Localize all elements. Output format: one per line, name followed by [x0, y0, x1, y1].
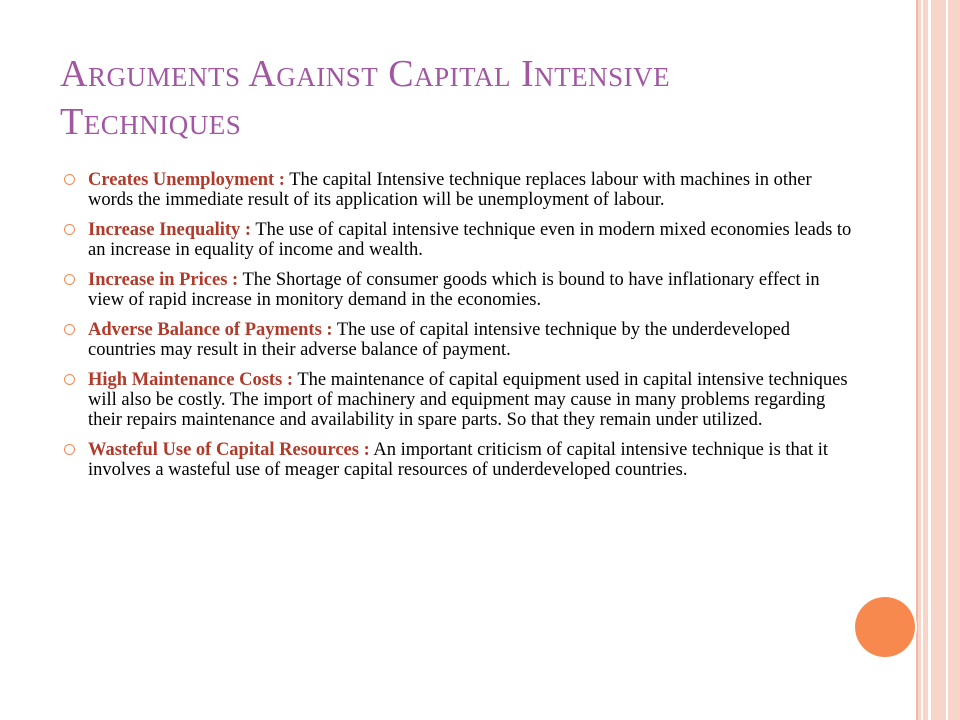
bullet-list — [60, 170, 860, 490]
bullet-circle-icon — [64, 374, 75, 385]
bullet-circle-icon — [64, 274, 75, 285]
bullet-item-wasteful-use — [60, 440, 860, 480]
border-stripe — [946, 0, 948, 720]
bullet-circle-icon — [64, 174, 75, 185]
bullet-term: High Maintenance Costs : — [88, 370, 294, 390]
slide-title — [60, 50, 880, 146]
bullet-term: Adverse Balance of Payments : — [88, 320, 333, 340]
bullet-circle-icon — [64, 324, 75, 335]
bullet-item-prices — [60, 270, 860, 310]
bullet-text: The Shortage of consumer goods which is bound to have inflationary effect in view of rapid increase in monitory demand in the economies. — [88, 270, 820, 310]
bullet-item-unemployment — [60, 170, 860, 210]
bullet-text: An important criticism of capital intensive technique is that it involves a wasteful use of meager capital resources of underdeveloped countries. — [88, 440, 829, 480]
bullet-circle-icon — [64, 444, 75, 455]
decorative-circle — [855, 597, 915, 657]
bullet-circle-icon — [64, 224, 75, 235]
bullet-item-inequality — [60, 220, 860, 260]
decorative-border-band — [918, 0, 960, 720]
bullet-item-balance-of-payments — [60, 320, 860, 360]
bullet-item-maintenance-costs — [60, 370, 860, 430]
bullet-term: Wasteful Use of Capital Resources : — [88, 440, 370, 460]
bullet-term: Creates Unemployment : — [88, 170, 285, 190]
border-stripe — [928, 0, 931, 720]
border-stripe — [921, 0, 923, 720]
slide-title-line-2: Techniques — [60, 101, 242, 143]
bullet-term: Increase Inequality : — [88, 220, 252, 240]
slide-title-line-1: Arguments Against Capital Intensive — [60, 53, 671, 95]
bullet-text: The maintenance of capital equipment used in capital intensive techniques will also be costly. The import of machinery and equipment may cause in many problems regarding their repairs maintenance and availability in spare parts. So that they remain under utilized. — [88, 370, 848, 430]
bullet-text: The use of capital intensive technique even in modern mixed economies leads to an increase in equality of income and wealth. — [88, 220, 852, 260]
bullet-text: The use of capital intensive technique by the underdeveloped countries may result in their adverse balance of payment. — [88, 320, 790, 360]
bullet-text: The capital Intensive technique replaces labour with machines in other words the immediate result of its application will be unemployment of labour. — [88, 170, 812, 210]
bullet-term: Increase in Prices : — [88, 270, 239, 290]
